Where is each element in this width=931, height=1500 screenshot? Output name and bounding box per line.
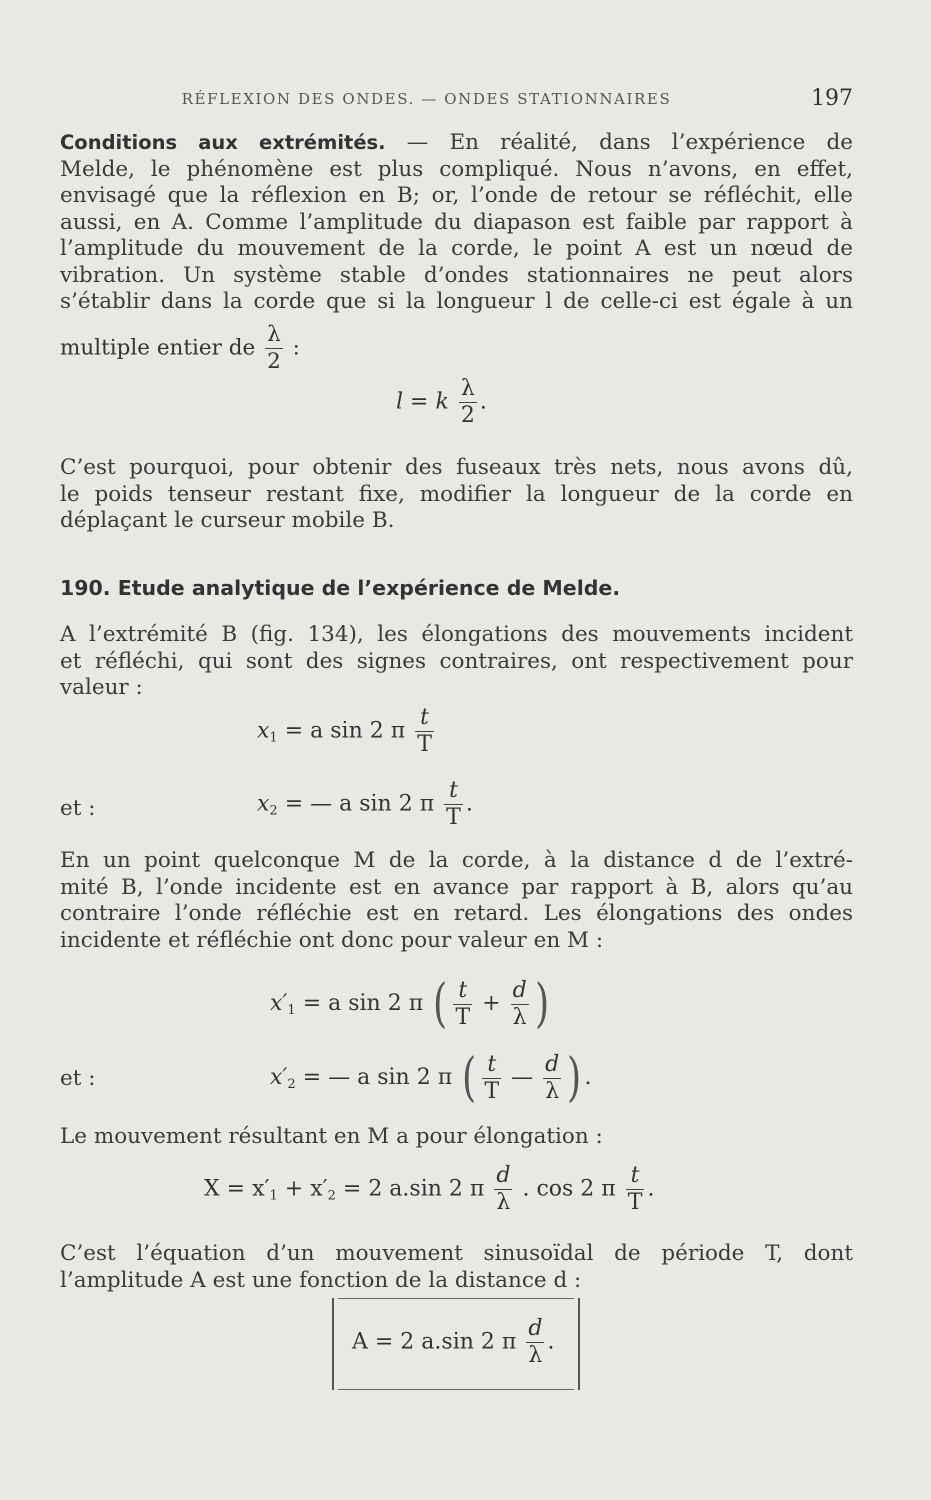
subscript: 2 (269, 803, 278, 819)
fraction-lambda-over-2 (265, 322, 283, 375)
operator: — (511, 1065, 534, 1090)
text-line (60, 130, 853, 157)
boxed-equation (332, 1298, 580, 1390)
fraction-denominator: λ (512, 1004, 527, 1030)
paragraph-mouvement-resultant (60, 1124, 853, 1151)
subscript: 2 (327, 1188, 336, 1204)
left-parenthesis: ( (462, 1048, 477, 1108)
multiple-line (60, 322, 300, 375)
fraction-numerator: d (512, 977, 527, 1003)
section-title-text: Etude analytique de l’expérience de Melde. (117, 576, 621, 600)
text-line: C’est l’équation d’un mouvement sinusoïdal de période T, dont (60, 1241, 853, 1266)
period: . (465, 791, 473, 817)
text-line: déplaçant le curseur mobile B. (60, 508, 395, 533)
label-et: et : (60, 1066, 96, 1091)
equation-rhs: = a sin 2 π (284, 718, 406, 744)
equation-x1 (257, 705, 437, 758)
equation-x2 (257, 778, 473, 831)
text-line: En un point quelconque M de la corde, à la distance d de l’extré- (60, 848, 853, 873)
paragraph-equation-sinusoidal (60, 1241, 853, 1294)
symbol-x-prime: x′ (270, 991, 288, 1016)
fraction-denominator: 2 (460, 403, 475, 428)
fraction-t-over-T (482, 1052, 501, 1105)
fraction-d-over-lambda (526, 1316, 544, 1369)
text-line: Melde, le phénomène est plus compliqué. Nous n’avons, en effet, (60, 156, 853, 182)
text-line: aussi, en A. Comme l’amplitude du diapason est faible par rapport à (60, 209, 853, 235)
fraction-d-over-lambda (543, 1052, 561, 1105)
subscript: 1 (269, 1188, 278, 1204)
period: . (647, 1176, 655, 1202)
paragraph-point-quelconque (60, 848, 853, 954)
box-bottom-rule (338, 1389, 574, 1390)
fraction-d-over-lambda (511, 978, 529, 1031)
text-line: l’amplitude A est une fonction de la distance d : (60, 1267, 582, 1293)
subscript: 1 (269, 730, 278, 746)
page-number: 197 (811, 86, 853, 111)
fraction-t-over-T (626, 1163, 645, 1216)
fraction-denominator: λ (528, 1343, 543, 1368)
fraction-t-over-T (453, 978, 472, 1031)
equation-mid: = 2 a.sin 2 π (342, 1176, 485, 1202)
fraction-denominator: T (417, 732, 432, 757)
text-line: le poids tenseur restant fixe, modifier la longueur de la corde en (60, 481, 853, 507)
text-line: l’amplitude du mouvement de la corde, le point A est un nœud de (60, 236, 853, 261)
text-line: vibration. Un système stable d’ondes stationnaires ne peut alors (60, 262, 853, 288)
equation-lhs: A = 2 a.sin 2 π (352, 1329, 517, 1355)
text-line: valeur : (60, 675, 143, 700)
text-line: incidente et réfléchie ont donc pour valeur en M : (60, 927, 604, 953)
text-line: envisagé que la réflexion en B; or, l’onde de retour se réfléchit, elle (60, 183, 853, 208)
period: . (479, 389, 487, 415)
equation-lhs: X = x′ (204, 1176, 270, 1202)
fraction-denominator: 2 (267, 349, 281, 374)
fraction-d-over-lambda (494, 1163, 512, 1216)
fraction-numerator: d (545, 1051, 560, 1077)
text-line: et réfléchi, qui sont des signes contraires, ont respectivement pour (60, 648, 853, 674)
equation-rhs: = — a sin 2 π (284, 791, 435, 817)
fraction-denominator: λ (496, 1190, 511, 1215)
symbol-l: l (396, 389, 404, 415)
text-fragment: multiple entier de (60, 335, 256, 361)
fraction-numerator: t (630, 1163, 640, 1188)
label-et: et : (60, 796, 96, 821)
text-line: s’établir dans la corde que si la longueur l de celle-ci est égale à un (60, 289, 853, 314)
symbol-x: x (257, 791, 270, 817)
equation-A (352, 1316, 554, 1369)
paragraph-conditions (60, 130, 853, 316)
text-line: C’est pourquoi, pour obtenir des fuseaux très nets, nous avons dû, (60, 455, 853, 480)
fraction-numerator: λ (460, 376, 475, 401)
equation-x-prime-1 (270, 974, 552, 1034)
equation-X (204, 1163, 654, 1216)
paragraph-pourquoi (60, 455, 853, 535)
text-line: mité B, l’onde incidente est en avance par rapport à B, alors qu’au (60, 874, 853, 900)
equation-cos: . cos 2 π (522, 1176, 616, 1202)
fraction-numerator: t (449, 778, 458, 803)
operator: + (482, 991, 501, 1016)
fraction-numerator: t (458, 977, 468, 1003)
fraction-denominator: T (455, 1004, 471, 1030)
text-line: contraire l’onde réfléchie est en retard. Les élongations des ondes (60, 901, 853, 926)
equation-l (396, 376, 487, 429)
period: . (547, 1329, 555, 1355)
fraction-t-over-T (415, 705, 434, 758)
symbol-k: k (435, 389, 449, 415)
equals-sign: = (410, 389, 429, 415)
running-head (60, 86, 853, 116)
equation-x-prime-2 (270, 1048, 592, 1108)
fraction-numerator: d (528, 1316, 543, 1341)
symbol-x-prime: x′ (270, 1065, 288, 1090)
subscript: 2 (287, 1077, 296, 1092)
paragraph-extremite (60, 622, 853, 702)
fraction-t-over-T (444, 778, 463, 831)
text-line: Le mouvement résultant en M a pour élongation : (60, 1124, 603, 1149)
period: . (584, 1065, 592, 1090)
equation-rhs: = — a sin 2 π (302, 1065, 453, 1090)
left-parenthesis: ( (433, 974, 448, 1034)
section-number: 190. (60, 576, 111, 600)
right-parenthesis: ) (534, 974, 549, 1034)
text-line: A l’extrémité B (fig. 134), les élongations des mouvements incident (60, 622, 853, 647)
fraction-numerator: t (420, 705, 429, 730)
fraction-lambda-over-2 (459, 376, 477, 429)
fraction-numerator: t (487, 1051, 497, 1077)
subheading-conditions: Conditions aux extrémités. (60, 131, 386, 154)
fraction-denominator: T (627, 1190, 643, 1215)
equation-rhs: = a sin 2 π (302, 991, 424, 1016)
section-heading (60, 576, 620, 600)
subscript: 1 (287, 1003, 296, 1018)
running-title: RÉFLEXION DES ONDES. — ONDES STATIONNAIRES (181, 90, 672, 108)
fraction-numerator: λ (267, 322, 281, 347)
colon: : (292, 335, 300, 361)
right-parenthesis: ) (567, 1048, 582, 1108)
symbol-x: x (257, 718, 270, 744)
fraction-denominator: T (446, 805, 461, 830)
text-fragment: — En réalité, dans l’expérience de (406, 130, 853, 155)
fraction-numerator: d (496, 1163, 511, 1188)
fraction-denominator: λ (545, 1078, 560, 1104)
fraction-denominator: T (484, 1078, 500, 1104)
box-top-rule (338, 1298, 574, 1299)
equation-plus: + x′ (284, 1176, 328, 1202)
